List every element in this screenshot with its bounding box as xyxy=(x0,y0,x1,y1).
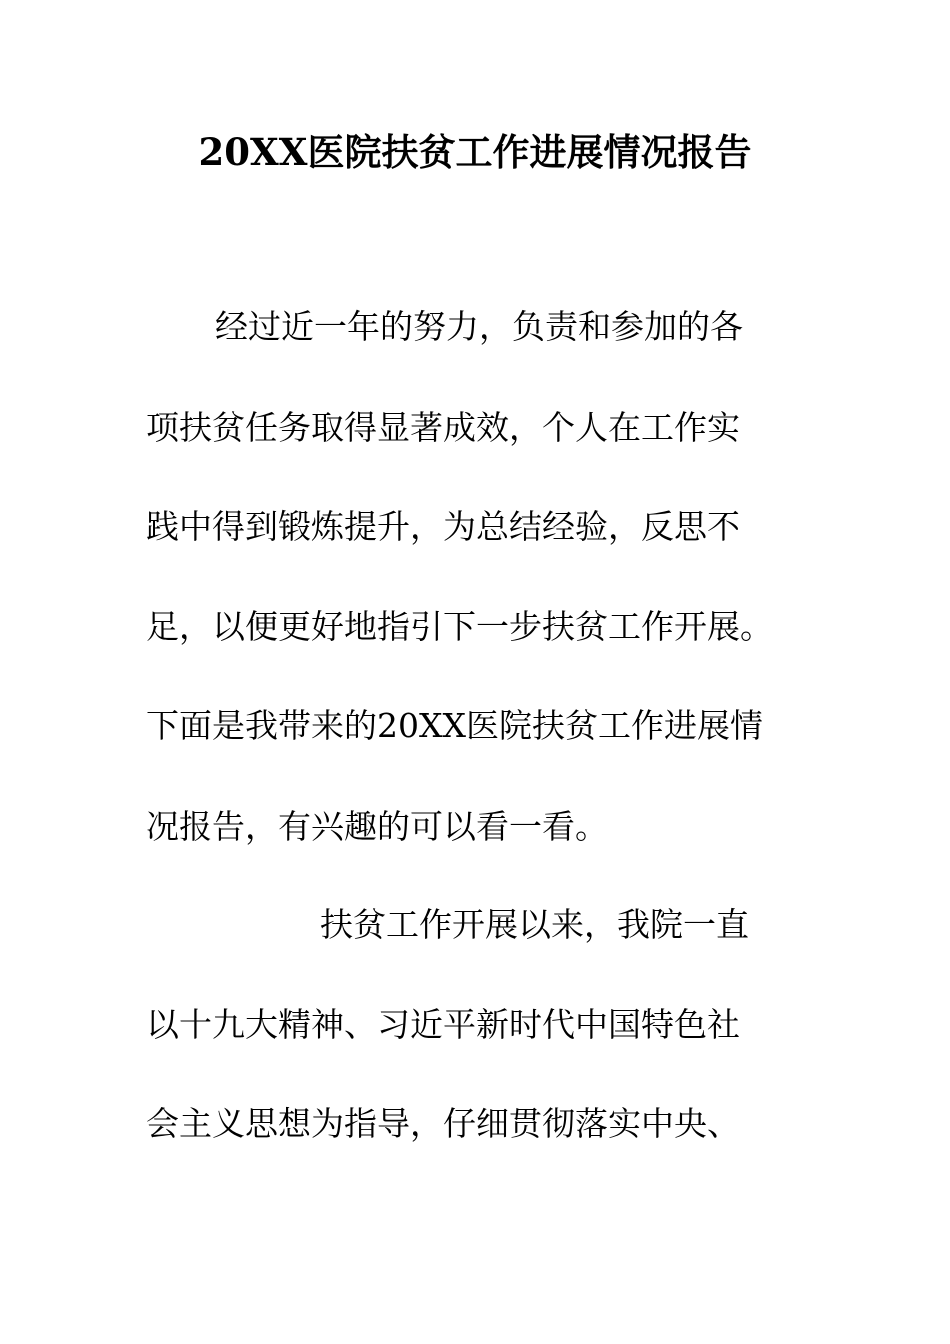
paragraph-1-line-3: 践中得到锻炼提升，为总结经验，反思不 xyxy=(146,507,740,546)
paragraph-2-line-2: 以十九大精神、习近平新时代中国特色社 xyxy=(146,1005,740,1044)
paragraph-1-line-6: 况报告，有兴趣的可以看一看。 xyxy=(146,807,608,846)
paragraph-1-line-1: 经过近一年的努力，负责和参加的各 xyxy=(215,307,743,346)
paragraph-2-line-1: 扶贫工作开展以来，我院一直 xyxy=(320,905,749,944)
paragraph-2-line-3: 会主义思想为指导，仔细贯彻落实中央、 xyxy=(146,1104,740,1143)
paragraph-1-line-4: 足，以便更好地指引下一步扶贫工作开展。 xyxy=(146,607,773,646)
document-title: 20XX医院扶贫工作进展情况报告 xyxy=(198,130,752,174)
paragraph-1-line-5: 下面是我带来的20XX医院扶贫工作进展情 xyxy=(146,706,763,745)
paragraph-1-line-2: 项扶贫任务取得显著成效，个人在工作实 xyxy=(146,408,740,447)
